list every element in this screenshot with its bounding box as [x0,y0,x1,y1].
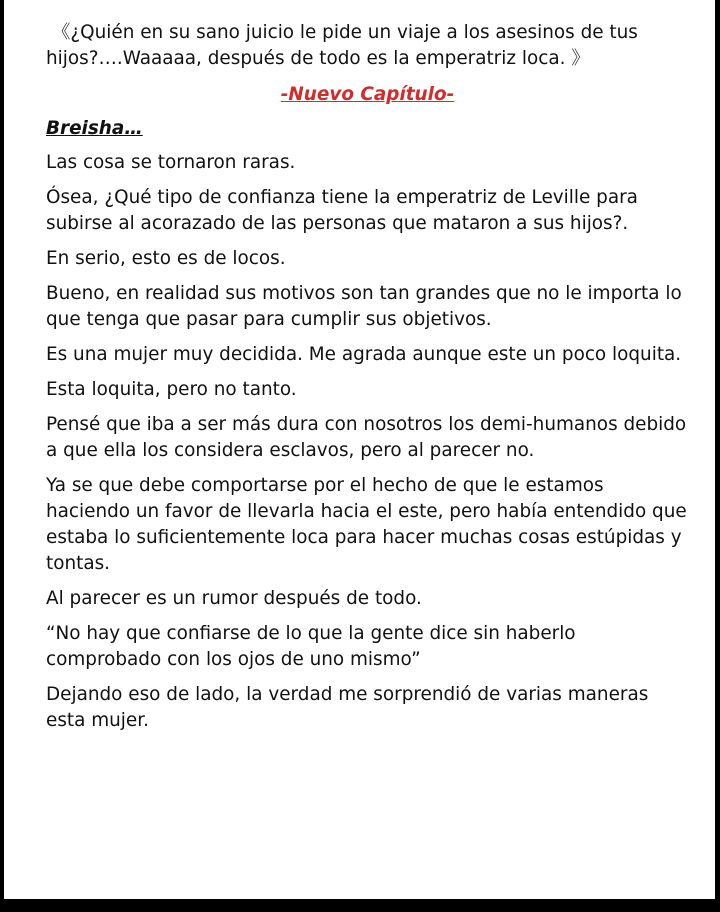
paragraph: “No hay que confiarse de lo que la gente dice sin haberlo comprobado con los ojos de uno mismo” [46,623,576,670]
paragraph: Pensé que iba a ser más dura con nosotros los demi-humanos debido a que ella los considera esclavos, pero al parecer no. [46,414,687,461]
intro-quote: 《¿Quién en su sano juicio le pide un viaje a los asesinos de tus hijos?….Waaaaa, después de todo es la emperatriz loca. 》 [46,22,638,69]
paragraph: Ósea, ¿Qué tipo de confianza tiene la emperatriz de Leville para subirse al acorazado de las personas que mataron a sus hijos?. [46,187,638,234]
chapter-heading: -Nuevo Capítulo- [280,84,455,105]
narrator-name: Breisha… [46,118,143,139]
paragraph: Al parecer es un rumor después de todo. [46,588,422,609]
paragraph: Dejando eso de lado, la verdad me sorprendió de varias maneras esta mujer. [46,684,649,731]
document-page [4,0,715,899]
paragraph: Bueno, en realidad sus motivos son tan grandes que no le importa lo que tenga que pasar para cumplir sus objetivos. [46,283,682,330]
paragraph: Las cosa se tornaron raras. [46,152,296,173]
paragraph: Es una mujer muy decidida. Me agrada aunque este un poco loquita. [46,344,682,365]
paragraph: Esta loquita, pero no tanto. [46,379,297,400]
paragraph: Ya se que debe comportarse por el hecho de que le estamos haciendo un favor de llevarla hacia el este, pero había entendido que estaba lo suficientemente loca para hacer muchas cosas estúpidas y tontas. [46,475,687,574]
paragraph: En serio, esto es de locos. [46,248,286,269]
